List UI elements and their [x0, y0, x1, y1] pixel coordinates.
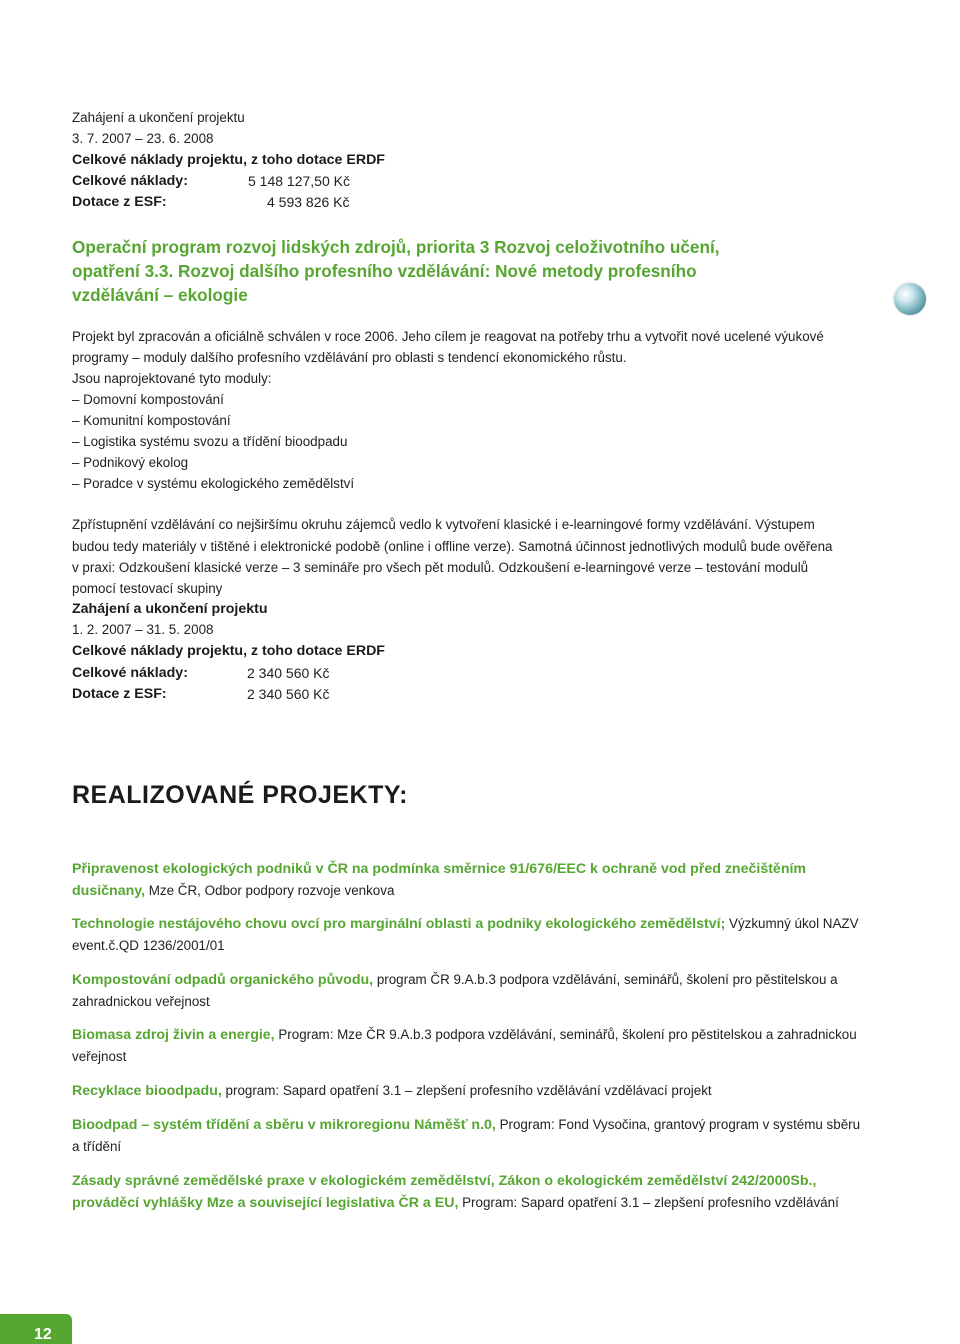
project-dates: 1. 2. 2007 – 31. 5. 2008	[72, 622, 214, 637]
body-line: pomocí testovací skupiny	[72, 581, 223, 596]
module-item: – Logistika systému svozu a třídění bioodpadu	[72, 434, 348, 449]
module-item: – Komunitní kompostování	[72, 413, 231, 428]
module-item: – Poradce v systému ekologického zemědělství	[72, 476, 355, 491]
project-title: Zásady správné zemědělské praxe v ekologickém zemědělství, Zákon o ekologickém zemědělství 242/2000Sb., prováděcí vyhlášky Mze a související legislativa ČR a EU,	[72, 1173, 817, 1211]
program-heading-line-1: Operační program rozvoj lidských zdrojů, priorita 3 Rozvoj celoživotního učení,	[72, 237, 720, 257]
page-number: 12	[34, 1326, 52, 1343]
project-title: Kompostování odpadů organického původu,	[72, 972, 374, 988]
total-cost-value: 2 340 560 Kč	[247, 665, 330, 681]
project-title: Recyklace bioodpadu,	[72, 1083, 222, 1099]
project-item	[72, 1114, 862, 1157]
program-heading-line-3: vzdělávání – ekologie	[72, 285, 248, 305]
project-item	[72, 913, 862, 956]
project-title: Připravenost ekologických podniků v ČR na podmínka směrnice 91/676/EEC k ochraně vod před znečištěním dusičnany,	[72, 861, 807, 899]
total-cost-value: 5 148 127,50 Kč	[248, 173, 350, 189]
body-line: programy – moduly dalšího profesního vzdělávání pro oblasti s tendencí ekonomického růstu.	[72, 350, 627, 365]
total-cost-label: Celkové náklady:	[72, 173, 188, 189]
project-item	[72, 1080, 862, 1102]
costs-heading: Celkové náklady projektu, z toho dotace ERDF	[72, 152, 385, 168]
project-item	[72, 969, 862, 1012]
project-item	[72, 1170, 862, 1214]
esf-value: 2 340 560 Kč	[247, 686, 330, 702]
project-start-label: Zahájení a ukončení projektu	[72, 110, 245, 125]
program-heading-line-2: opatření 3.3. Rozvoj dalšího profesního vzdělávání: Nové metody profesního	[72, 261, 697, 281]
project-detail: program: Sapard opatření 3.1 – zlepšení profesního vzdělávání vzdělávací projekt	[221, 1083, 712, 1098]
module-item: – Podnikový ekolog	[72, 455, 189, 470]
project-detail: Výzkumný úkol NAZV event.č.QD 1236/2001/01	[72, 916, 859, 953]
project-item	[72, 858, 862, 902]
total-cost-label: Celkové náklady:	[72, 665, 188, 681]
esf-label: Dotace z ESF:	[72, 686, 167, 702]
esf-label: Dotace z ESF:	[72, 194, 167, 210]
body-line: v praxi: Odzkoušení klasické verze – 3 semináře pro všech pět modulů. Odzkoušení e-learningové verze – testování modulů	[72, 560, 809, 575]
project-detail: Mze ČR, Odbor podpory rozvoje venkova	[145, 883, 395, 898]
project-item	[72, 1024, 862, 1067]
project-detail: program ČR 9.A.b.3 podpora vzdělávání, seminářů, školení pro pěstitelskou a zahradnickou veřejnost	[72, 972, 838, 1009]
body-line: Zpřístupnění vzdělávání co nejširšímu okruhu zájemců vedlo k vytvoření klasické i e-learningové formy vzdělávání. Výstupem	[72, 517, 815, 532]
esf-value: 4 593 826 Kč	[267, 194, 350, 210]
decorative-orb-icon	[894, 283, 926, 315]
project-title: Bioodpad – systém třídění a sběru v mikroregionu Náměšť n.0,	[72, 1117, 496, 1133]
project-title: Biomasa zdroj živin a energie,	[72, 1027, 275, 1043]
project-detail: Program: Mze ČR 9.A.b.3 podpora vzdělávání, seminářů, školení pro pěstitelskou a zahradnickou veřejnost	[72, 1027, 857, 1064]
body-line: Jsou naprojektované tyto moduly:	[72, 371, 272, 386]
section-title: REALIZOVANÉ PROJEKTY:	[72, 781, 408, 809]
costs-heading: Celkové náklady projektu, z toho dotace ERDF	[72, 643, 385, 659]
module-item: – Domovní kompostování	[72, 392, 224, 407]
body-line: Projekt byl zpracován a oficiálně schválen v roce 2006. Jeho cílem je reagovat na potřeby trhu a vytvořit nové ucelené výukové	[72, 329, 824, 344]
project-title: Technologie nestájového chovu ovcí pro marginální oblasti a podniky ekologického zemědělství;	[72, 916, 726, 932]
project-dates: 3. 7. 2007 – 23. 6. 2008	[72, 131, 214, 146]
body-line: budou tedy materiály v tištěné i elektronické podobě (online i offline verze). Samotná účinnost jednotlivých modulů bude ověřena	[72, 539, 833, 554]
project-detail: Program: Sapard opatření 3.1 – zlepšení profesního vzdělávání	[458, 1195, 839, 1210]
project-detail: Program: Fond Vysočina, grantový program v systému sběru a třídění	[72, 1117, 861, 1154]
project-start-label: Zahájení a ukončení projektu	[72, 601, 268, 617]
